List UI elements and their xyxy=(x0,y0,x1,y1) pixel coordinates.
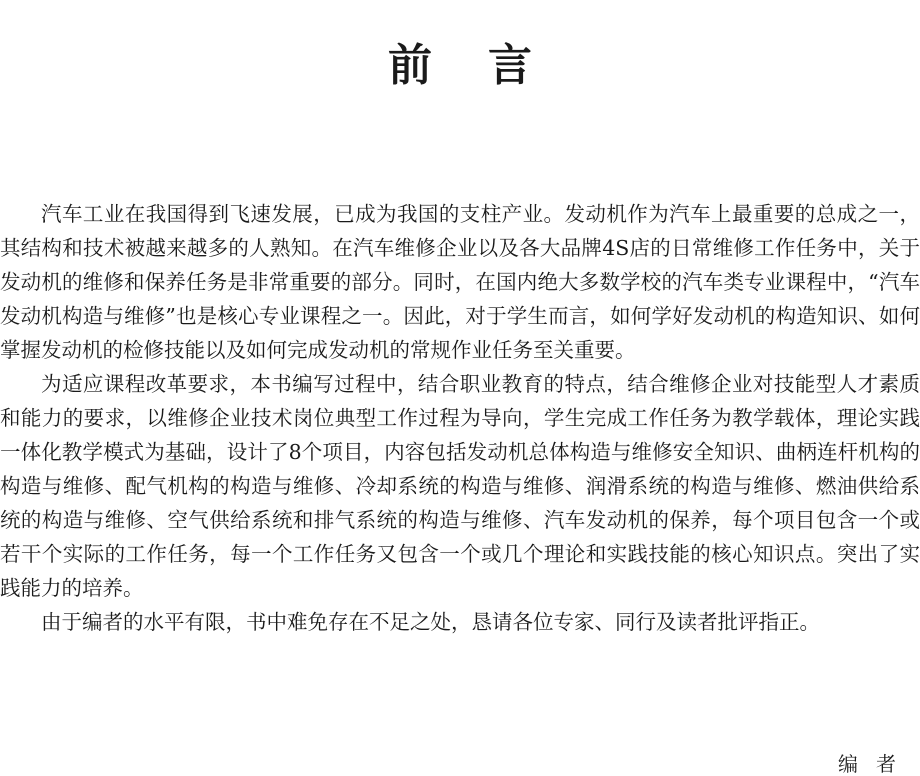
paragraph-3: 由于编者的水平有限，书中难免存在不足之处，恳请各位专家、同行及读者批评指正。 xyxy=(41,610,820,634)
page-title: 前言 xyxy=(388,40,588,91)
paragraph-2: 为适应课程改革要求，本书编写过程中，结合职业教育的特点，结合维修企业对技能型人才素质和能力的要求，以维修企业技术岗位典型工作过程为导向，学生完成工作任务为教学载体，理论实践一体化教学模式为基础，设计了8个项目，内容包括发动机总体构造与维修安全知识、曲柄连杆机构的构造与维修、配气机构的构造与维修、冷却系统的构造与维修、润滑系统的构造与维修、燃油供给系统的构造与维修、空气供给系统和排气系统的构造与维修、汽车发动机的保养，每个项目包含一个或若干个实际的工作任务，每一个工作任务又包含一个或几个理论和实践技能的核心知识点。突出了实践能力的培养。 xyxy=(0,372,920,600)
preface-body xyxy=(0,197,920,639)
paragraph-1: 汽车工业在我国得到飞速发展，已成为我国的支柱产业。发动机作为汽车上最重要的总成之一，其结构和技术被越来越多的人熟知。在汽车维修企业以及各大品牌4S店的日常维修工作任务中，关于发动机的维修和保养任务是非常重要的部分。同时，在国内绝大多数学校的汽车类专业课程中，“汽车发动机构造与维修”也是核心专业课程之一。因此，对于学生而言，如何学好发动机的构造知识、如何掌握发动机的检修技能以及如何完成发动机的常规作业任务至关重要。 xyxy=(0,202,920,362)
author-signature: 编者 xyxy=(838,752,914,776)
